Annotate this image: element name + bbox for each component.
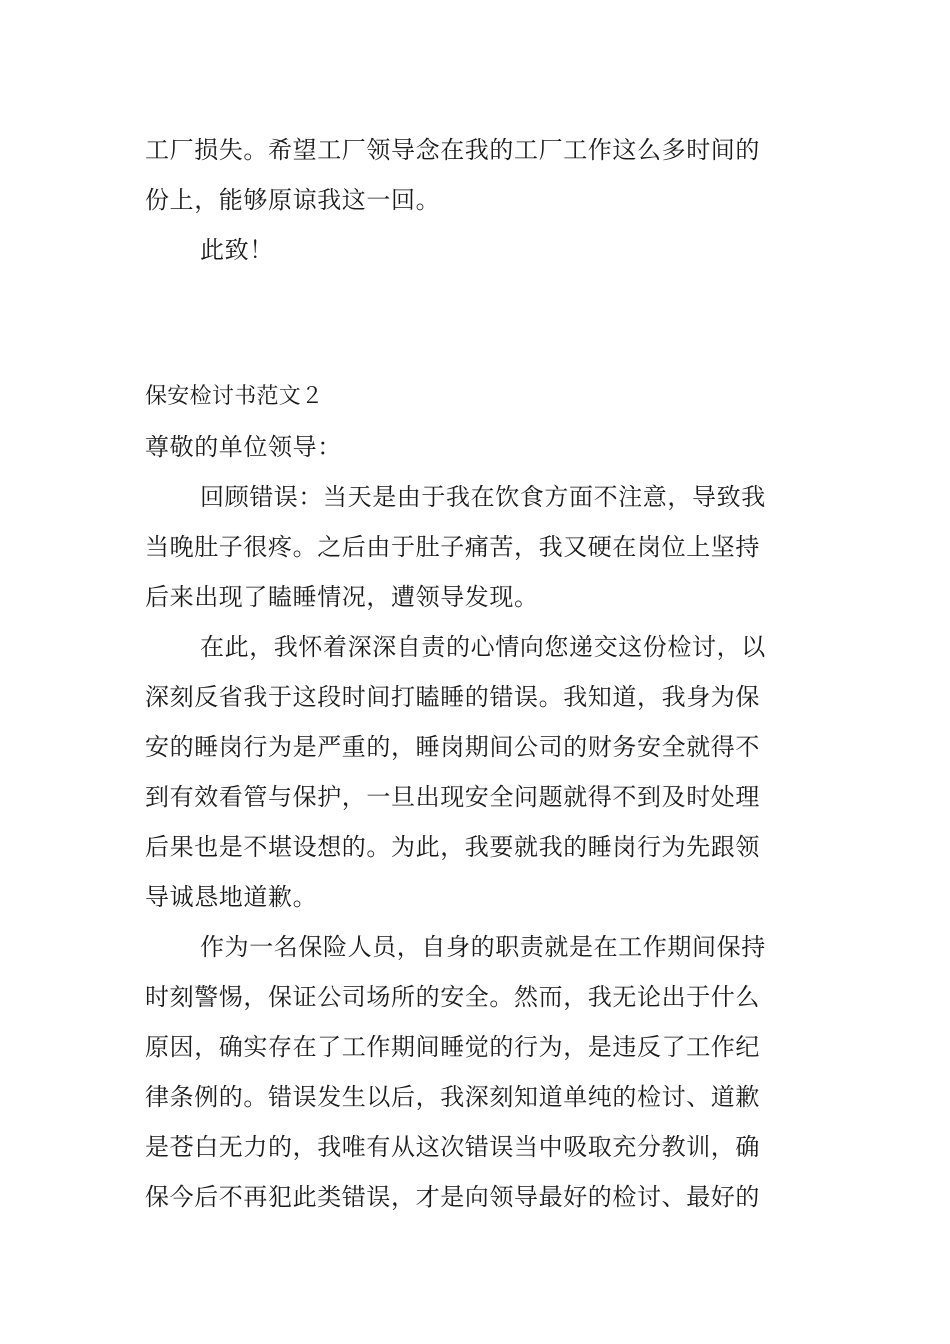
text-line: 工厂损失。希望工厂领导念在我的工厂工作这么多时间的 [145, 136, 760, 164]
paragraph-line: 作为一名保险人员，自身的职责就是在工作期间保持 [200, 933, 766, 961]
paragraph-line: 后果也是不堪设想的。为此，我要就我的睡岗行为先跟领 [145, 833, 760, 861]
paragraph-line: 当晚肚子很疼。之后由于肚子痛苦，我又硬在岗位上坚持 [145, 533, 760, 561]
paragraph-line: 时刻警惕，保证公司场所的安全。然而，我无论出于什么 [145, 983, 760, 1011]
closing-salutation: 此致！ [200, 236, 274, 264]
paragraph-line: 在此，我怀着深深自责的心情向您递交这份检讨，以 [200, 633, 766, 661]
letter-greeting: 尊敬的单位领导： [145, 433, 342, 461]
paragraph-line: 是苍白无力的，我唯有从这次错误当中吸取充分教训，确 [145, 1133, 760, 1161]
paragraph-line: 深刻反省我于这段时间打瞌睡的错误。我知道，我身为保 [145, 683, 760, 711]
paragraph-line: 后来出现了瞌睡情况，遭领导发现。 [145, 583, 539, 611]
section-heading: 保安检讨书范文２ [145, 384, 324, 409]
text-line: 份上，能够原谅我这一回。 [145, 186, 441, 214]
paragraph-line: 原因，确实存在了工作期间睡觉的行为，是违反了工作纪 [145, 1033, 760, 1061]
paragraph-line: 回顾错误：当天是由于我在饮食方面不注意，导致我 [200, 483, 766, 511]
paragraph-line: 安的睡岗行为是严重的，睡岗期间公司的财务安全就得不 [145, 733, 760, 761]
paragraph-line: 到有效看管与保护，一旦出现安全问题就得不到及时处理 [145, 783, 760, 811]
paragraph-line: 保今后不再犯此类错误，才是向领导最好的检讨、最好的 [145, 1183, 760, 1211]
paragraph-line: 导诚恳地道歉。 [145, 883, 318, 911]
paragraph-line: 律条例的。错误发生以后，我深刻知道单纯的检讨、道歉 [145, 1083, 760, 1111]
